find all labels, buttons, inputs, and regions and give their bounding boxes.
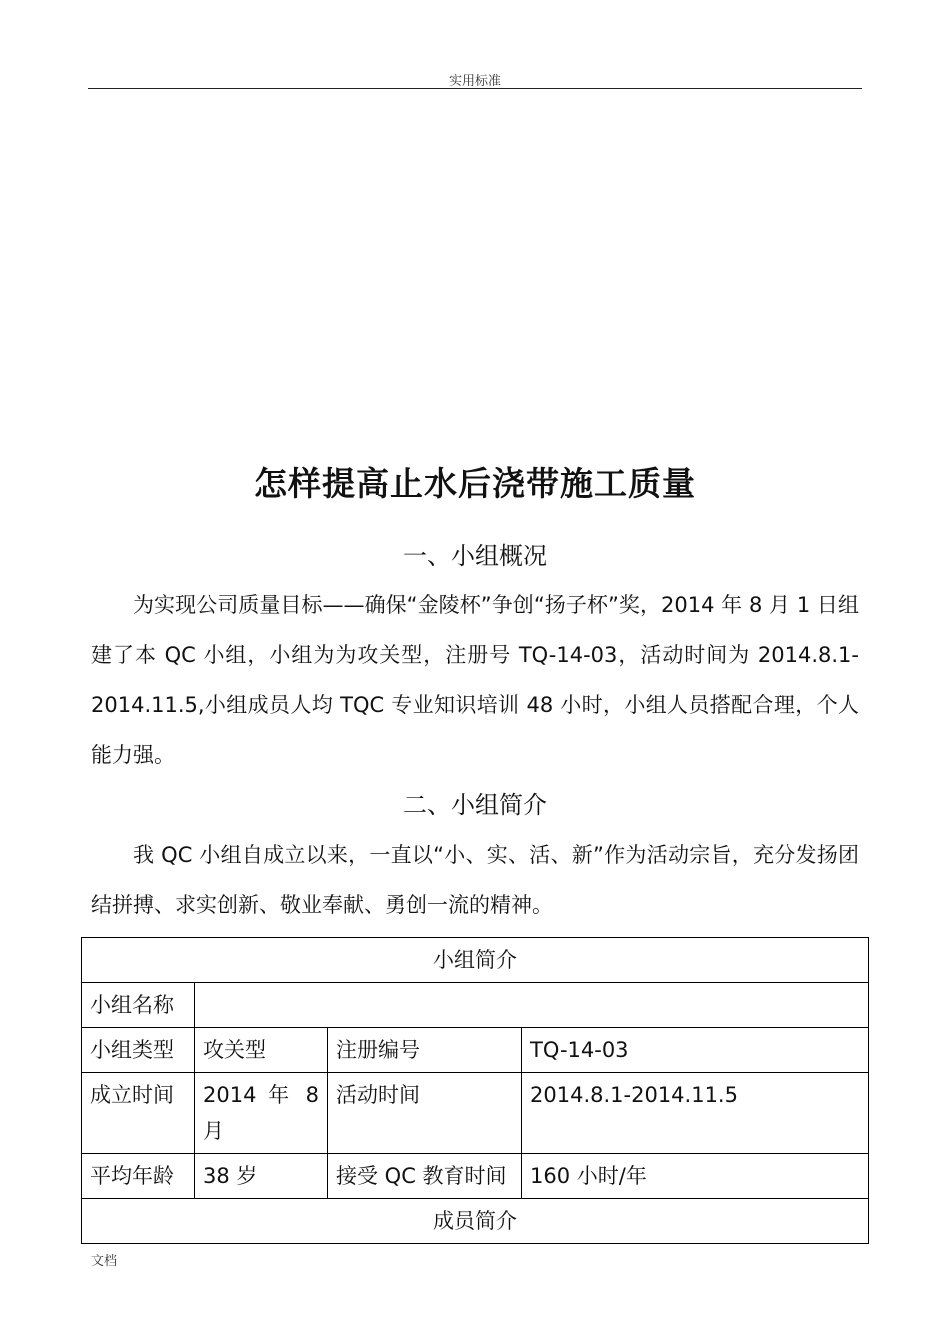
cell-activity-value: 2014.8.1-2014.11.5 xyxy=(522,1073,869,1154)
section-heading-intro: 二、小组简介 xyxy=(403,791,547,819)
cell-age-value: 38 岁 xyxy=(195,1154,328,1199)
table-row xyxy=(82,938,869,983)
table-row xyxy=(82,983,869,1028)
group-intro-table xyxy=(81,937,869,1244)
cell-age-label: 平均年龄 xyxy=(82,1154,195,1199)
cell-founded-label: 成立时间 xyxy=(82,1073,195,1154)
table-row xyxy=(82,1199,869,1244)
cell-edu-label: 接受 QC 教育时间 xyxy=(328,1154,522,1199)
cell-reg-value: TQ-14-03 xyxy=(522,1028,869,1073)
table-row xyxy=(82,1028,869,1073)
cell-activity-label: 活动时间 xyxy=(328,1073,522,1154)
cell-group-name-label: 小组名称 xyxy=(82,983,195,1028)
cell-edu-value: 160 小时/年 xyxy=(522,1154,869,1199)
page-footer: 文档 xyxy=(91,1254,118,1269)
section-heading-overview: 一、小组概况 xyxy=(403,542,547,570)
table-members-caption: 成员简介 xyxy=(82,1199,869,1244)
document-title: 怎样提高止水后浇带施工质量 xyxy=(254,464,696,503)
table-row xyxy=(82,1154,869,1199)
paragraph-overview: 为实现公司质量目标——确保“金陵杯”争创“扬子杯”奖，2014 年 8 月 1 日组建了本 QC 小组，小组为为攻关型，注册号 TQ-14-03，活动时间为 2014.8.1-2014.11.5,小组成员人均 TQC 专业知识培训 48 小时，小组人员搭配合理，个人能力强。 xyxy=(91,593,859,767)
table-caption: 小组简介 xyxy=(82,938,869,983)
header-rule xyxy=(88,88,862,89)
cell-founded-value: 2014 年 8 月 xyxy=(195,1073,328,1154)
cell-group-type-value: 攻关型 xyxy=(195,1028,328,1073)
paragraph-intro: 我 QC 小组自成立以来，一直以“小、实、活、新”作为活动宗旨，充分发扬团结拼搏、求实创新、敬业奉献、勇创一流的精神。 xyxy=(91,843,859,917)
cell-group-type-label: 小组类型 xyxy=(82,1028,195,1073)
cell-reg-label: 注册编号 xyxy=(328,1028,522,1073)
cell-group-name-value xyxy=(195,983,869,1028)
page-header: 实用标准 xyxy=(448,74,501,89)
table-row xyxy=(82,1073,869,1154)
